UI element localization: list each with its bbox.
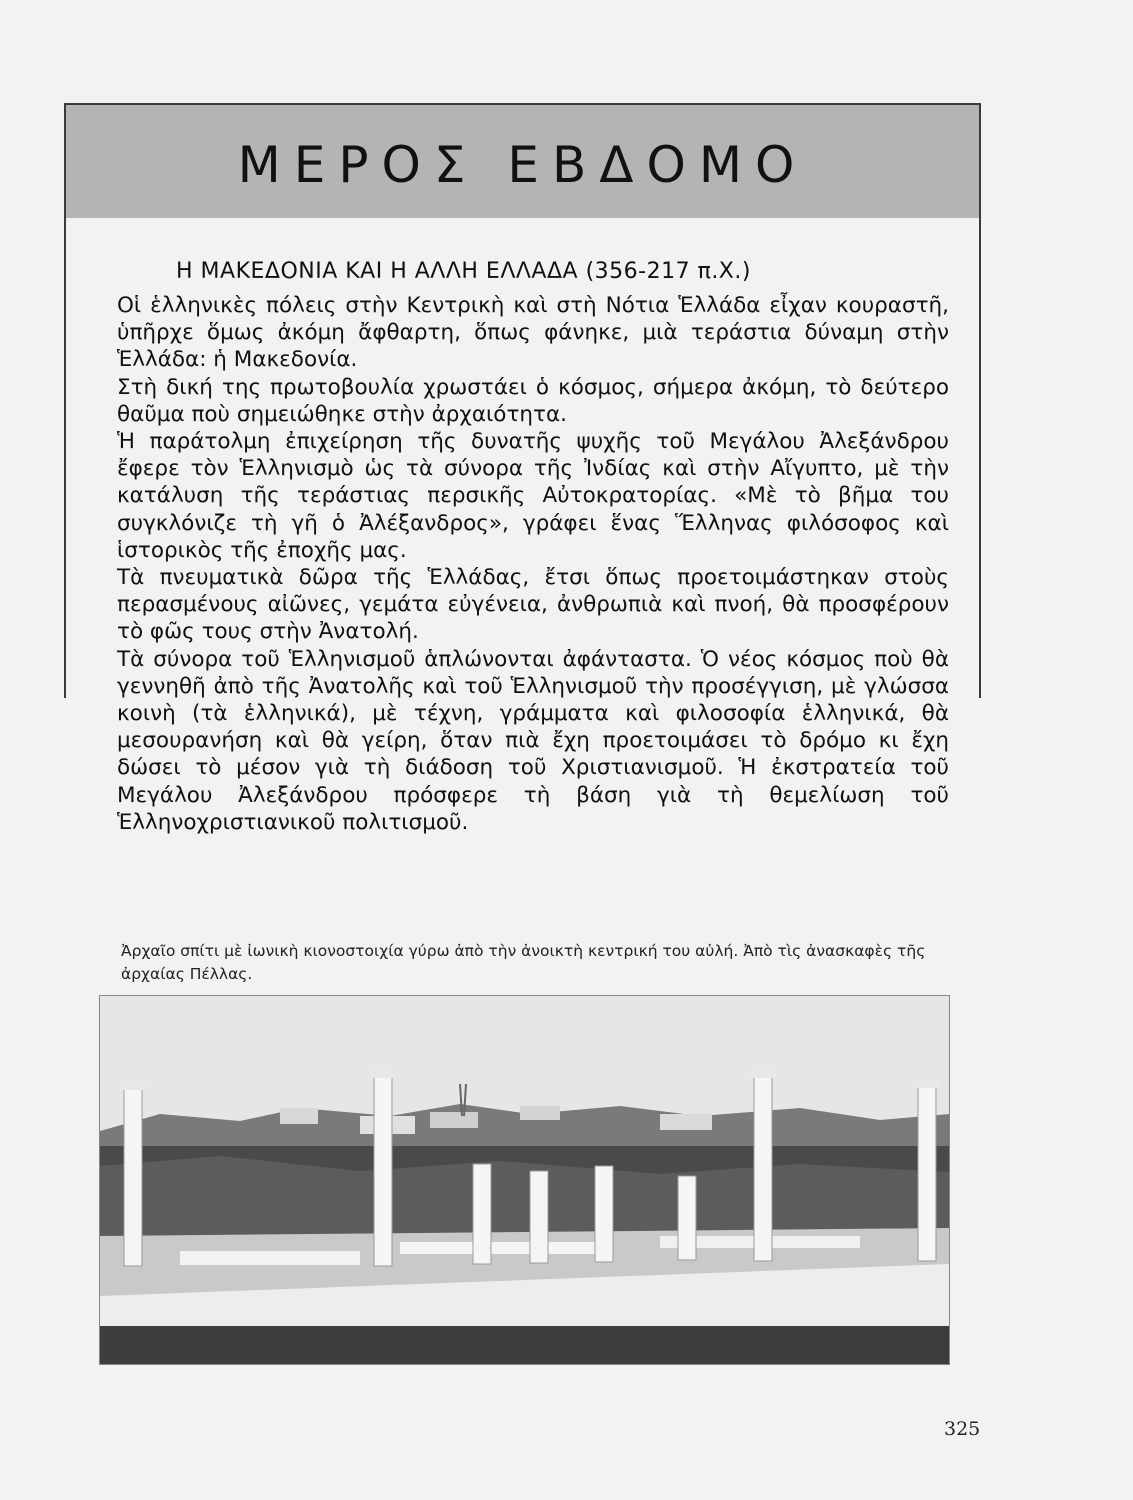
body-text bbox=[117, 292, 949, 836]
frame-top-border bbox=[64, 103, 981, 105]
frame-left-border bbox=[64, 103, 66, 698]
paragraph: Οἱ ἑλληνικὲς πόλεις στὴν Κεντρικὴ καὶ στὴ Νότια Ἑλλάδα εἶχαν κουραστῆ, ὑπῆρχε ὅμως ἀκόμη ἄφθαρτη, ὅπως φάνηκε, μιὰ τεράστια δύναμη στὴν Ἑλλάδα: ἡ Μακεδονία. bbox=[117, 293, 949, 373]
pella-ruins-illustration bbox=[100, 996, 949, 1364]
paragraph: Τὰ πνευματικὰ δῶρα τῆς Ἑλλάδας, ἔτσι ὅπως προετοιμάστηκαν στοὺς περασμένους αἰῶνες, γεμάτα εὐγένεια, ἀνθρωπιὰ καὶ πνοή, θὰ προσφέρουν τὸ φῶς τους στὴν Ἀνατολή. bbox=[117, 565, 949, 645]
photo-caption: Ἀρχαῖο σπίτι μὲ ἰωνικὴ κιονοστοιχία γύρω ἀπὸ τὴν ἀνοικτὴ κεντρική του αὐλή. Ἀπὸ τὶς ἀνασκαφὲς τῆς ἀρχαίας Πέλλας. bbox=[121, 942, 926, 983]
part-title: ΜΕΡΟΣ ΕΒΔΟΜΟ bbox=[237, 136, 808, 194]
section-heading: Η ΜΑΚΕΔΟΝΙΑ ΚΑΙ Η ΑΛΛΗ ΕΛΛΑΔΑ (356-217 π.Χ.) bbox=[176, 259, 751, 284]
paragraph: Στὴ δική της πρωτοβουλία χρωστάει ὁ κόσμος, σήμερα ἀκόμη, τὸ δεύτερο θαῦμα ποὺ σημειώθηκε στὴν ἀρχαιότητα. bbox=[117, 374, 949, 427]
page-number: 325 bbox=[944, 1418, 981, 1440]
frame-right-border bbox=[979, 103, 981, 698]
paragraph: Τὰ σύνορα τοῦ Ἑλληνισμοῦ ἁπλώνονται ἀφάνταστα. Ὁ νέος κόσμος ποὺ θὰ γεννηθῆ ἀπὸ τῆς Ἀνατολῆς καὶ τοῦ Ἑλληνισμοῦ τὴν προσέγγιση, μὲ γλώσσα κοινὴ (τὰ ἑλληνικά), μὲ τέχνη, γράμματα καὶ φιλοσοφία ἑλληνικά, θὰ μεσουρανήση καὶ θὰ γείρη, ὅταν πιὰ ἔχη προετοιμάσει τὸ δρόμο κι ἔχη δώσει τὸ μέσον γιὰ τὴ διάδοση τοῦ Χριστιανισμοῦ. Ἡ ἐκστρατεία τοῦ Μεγάλου Ἀλεξάνδρου πρόσφερε τὴ βάση γιὰ τὴ θεμελίωση τοῦ Ἑλληνοχριστιανικοῦ πολιτισμοῦ. bbox=[117, 646, 949, 835]
excavation-photo bbox=[99, 995, 950, 1365]
paragraph: Ἡ παράτολμη ἐπιχείρηση τῆς δυνατῆς ψυχῆς τοῦ Μεγάλου Ἀλεξάνδρου ἔφερε τὸν Ἑλληνισμὸ ὡς τὰ σύνορα τῆς Ἰνδίας καὶ στὴν Αἴγυπτο, μὲ τὴν κατάλυση τῆς τεράστιας περσικῆς Αὐτοκρατορίας. «Μὲ τὸ βῆμα του συγκλόνιζε τὴ γῆ ὁ Ἀλέξανδρος», γράφει ἕνας Ἕλληνας φιλόσοφος καὶ ἱστορικὸς τῆς ἐποχῆς μας. bbox=[117, 429, 949, 563]
